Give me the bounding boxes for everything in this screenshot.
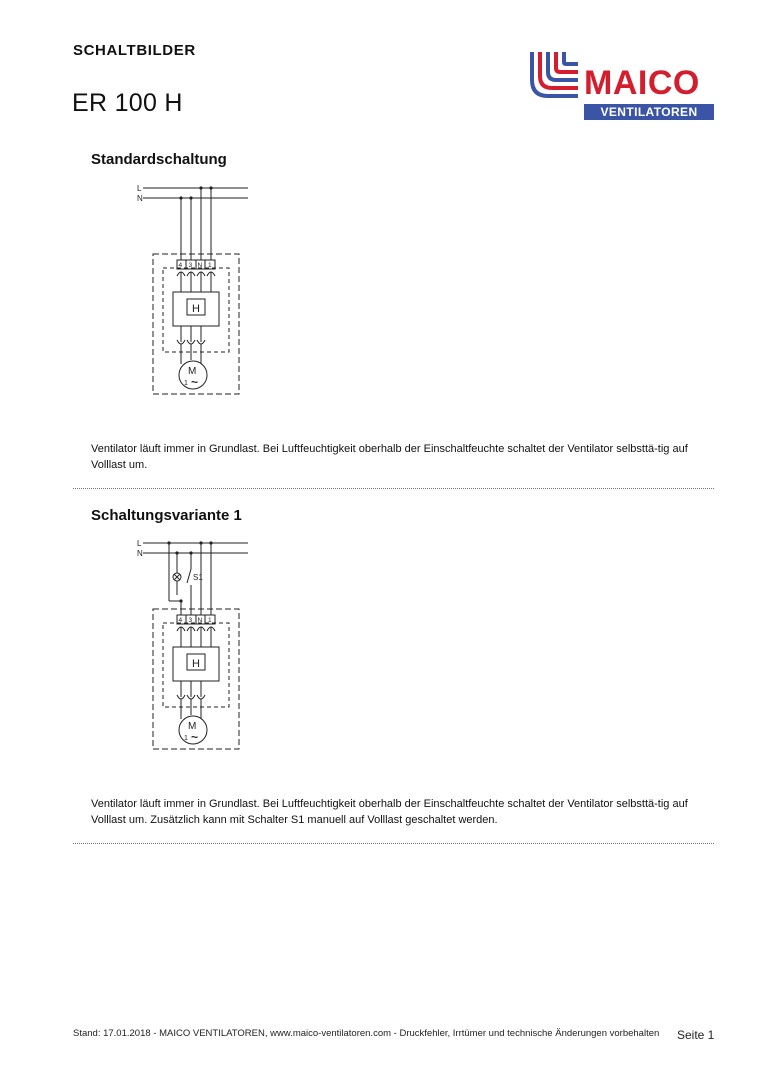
section-description-variant-1: Ventilator läuft immer in Grundlast. Bei Luftfeuchtigkeit oberhalb der Einschaltfeuchte schaltet der Ventilator selbsttä-tig auf Volllast um. Zusätzlich kann mit Schalter S1 manuell auf Volllast geschaltet werden. [91, 798, 688, 826]
line-label-l: L [137, 539, 142, 548]
section-heading-variant-1: Schaltungsvariante 1 [91, 507, 242, 524]
maico-logo [530, 50, 714, 122]
section-description-standard: Ventilator läuft immer in Grundlast. Bei Luftfeuchtigkeit oberhalb der Einschaltfeuchte schaltet der Ventilator selbsttä-tig auf Volllast um. [91, 443, 688, 471]
controller-label: H [192, 658, 200, 670]
section-divider [73, 488, 714, 489]
motor-ac-symbol: ~ [191, 730, 199, 744]
controller-label: H [192, 303, 200, 315]
motor-phase-label: 1 [184, 735, 188, 742]
logo-stripes-icon [530, 50, 580, 100]
terminal-label: N [197, 262, 203, 269]
footer-disclaimer: Stand: 17.01.2018 - MAICO VENTILATOREN, www.maico-ventilatoren.com - Druckfehler, Irrtümer und technische Änderungen vorbehalten [73, 1028, 660, 1039]
wiring-diagram-standard [133, 180, 253, 400]
switch-label: S1 [193, 573, 203, 582]
wiring-diagram-variant-1 [133, 535, 253, 755]
motor-ac-symbol: ~ [191, 375, 199, 389]
document-title: ER 100 H [72, 89, 183, 117]
terminal-label: 4 [178, 262, 183, 269]
motor-phase-label: 1 [184, 380, 188, 387]
motor-label: M [188, 366, 197, 377]
line-label-n: N [137, 194, 143, 203]
terminal-label: 3 [188, 617, 193, 624]
terminal-label: N [197, 617, 203, 624]
line-label-n: N [137, 549, 143, 558]
section-divider [73, 843, 714, 844]
logo-wordmark: MAICO [584, 64, 700, 102]
terminal-label: 1 [208, 262, 212, 269]
page-number: Seite 1 [677, 1028, 715, 1042]
document-category: SCHALTBILDER [73, 42, 196, 59]
motor-label: M [188, 721, 197, 732]
logo-subtitle: VENTILATOREN [584, 104, 714, 120]
terminal-label: 4 [178, 617, 183, 624]
terminal-label: 3 [188, 262, 193, 269]
section-heading-standard: Standardschaltung [91, 151, 227, 168]
line-label-l: L [137, 184, 142, 193]
terminal-label: 1 [208, 617, 212, 624]
